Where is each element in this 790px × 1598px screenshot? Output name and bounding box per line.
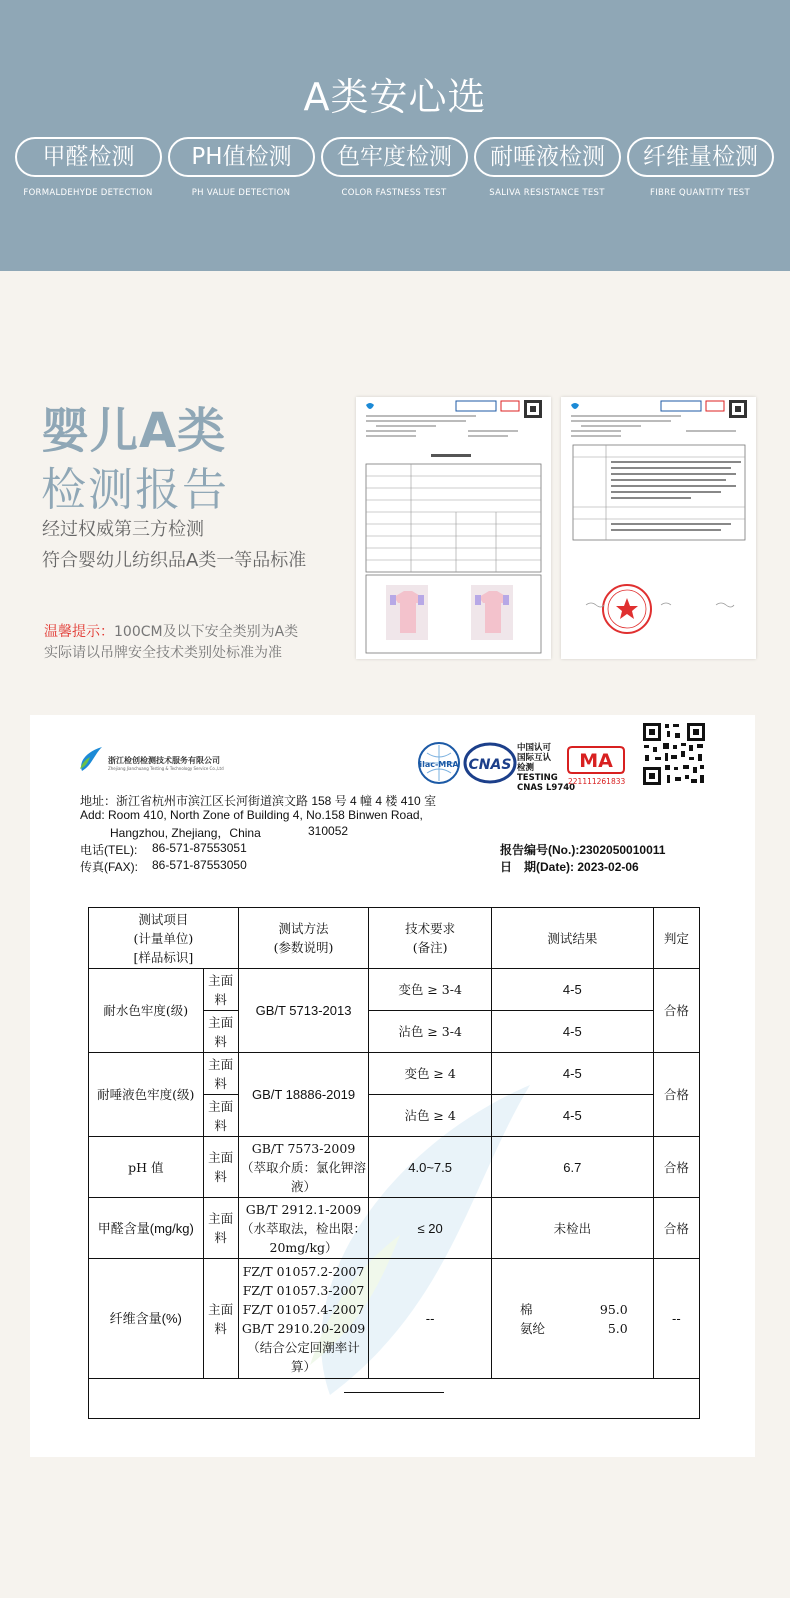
saliva-fastness-verdict: 合格: [653, 1053, 699, 1137]
fiber-item: 纤维含量(%): [89, 1259, 204, 1379]
table-row: [89, 1198, 700, 1259]
test-caption-ph: PH VALUE DETECTION: [191, 188, 291, 198]
saliva-fastness-method: GB/T 18886-2019: [238, 1053, 369, 1137]
table-header-row: [89, 908, 700, 969]
table-row: [89, 1137, 700, 1198]
sample-label: 主面料: [203, 1053, 238, 1095]
header-test-item: [89, 908, 239, 969]
report-number: [500, 841, 665, 858]
header-req-line2: (备注): [412, 940, 448, 955]
fiber-method-4: GB/T 2910.20-2009: [241, 1320, 366, 1336]
fiber-method: [238, 1259, 369, 1379]
ph-method-standard: GB/T 7573-2009: [251, 1140, 356, 1156]
saliva-fastness-item: 耐唾液色牢度(级): [89, 1053, 204, 1137]
intro-tip-line2: 实际请以吊牌安全技术类别处标准为准: [44, 645, 282, 661]
test-pill-formaldehyde: 甲醛检测: [15, 137, 162, 177]
formaldehyde-result: 未检出: [491, 1198, 653, 1259]
water-fastness-verdict: 合格: [653, 969, 699, 1053]
test-results-table: [88, 907, 700, 1419]
cma-logo-icon: [566, 743, 626, 777]
sample-label: 主面料: [203, 1198, 238, 1259]
spandex-label: 氨纶: [519, 1320, 545, 1336]
header-test-method: [238, 908, 369, 969]
test-caption-formaldehyde: FORMALDEHYDE DETECTION: [23, 188, 153, 198]
address-en-line1: Add: Room 410, North Zone of Building 4, No.158 Binwen Road,: [80, 808, 423, 822]
sample-label: 主面料: [203, 1011, 238, 1053]
formaldehyde-item: 甲醛含量(mg/kg): [89, 1198, 204, 1259]
test-pill-fibre: 纤维量检测: [627, 137, 774, 177]
qr-code-icon[interactable]: [641, 721, 707, 787]
water-stain-requirement: 沾色 ≥ 3-4: [369, 1011, 492, 1053]
ph-method-note: （萃取介质：氯化钾溶液）: [241, 1159, 367, 1194]
report-number-label: 报告编号(No.):: [500, 843, 580, 857]
header-requirement: [369, 908, 492, 969]
table-row: [89, 1259, 700, 1379]
tel-number: 86-571-87553051: [152, 841, 247, 855]
cnas-no: CNAS L9740: [517, 783, 576, 793]
ph-result: 6.7: [491, 1137, 653, 1198]
company-logo-icon: [76, 745, 104, 773]
company-name-en: Zhejiang Jianchuang Testing & Technology Service Co.,Ltd: [108, 766, 224, 771]
report-thumbnail-page1[interactable]: [356, 397, 551, 659]
header-item-line1: 测试项目: [138, 911, 189, 927]
ilac-mra-logo-icon: [417, 741, 461, 785]
report-date-label: 日 期(Date):: [500, 860, 574, 874]
table-row: [89, 969, 700, 1011]
table-end-row: [89, 1379, 700, 1419]
cotton-label: 棉: [519, 1301, 533, 1317]
fiber-result: [491, 1259, 653, 1379]
formaldehyde-requirement: ≤ 20: [369, 1198, 492, 1259]
header-method-line2: (参数说明): [273, 940, 334, 955]
formaldehyde-method-standard: GB/T 2912.1-2009: [245, 1201, 362, 1217]
address-cn: 地址：浙江省杭州市滨江区长河街道滨文路 158 号 4 幢 4 楼 410 室: [80, 794, 437, 808]
saliva-change-requirement: 变色 ≥ 4: [369, 1053, 492, 1095]
water-stain-result: 4-5: [491, 1011, 653, 1053]
fiber-cotton: [492, 1300, 653, 1319]
report-thumbnail-page2[interactable]: [561, 397, 756, 659]
fiber-method-1: FZ/T 01057.2-2007: [242, 1263, 365, 1279]
fiber-spandex: [492, 1319, 653, 1338]
cotton-value: 95.0: [599, 1301, 628, 1317]
intro-tip-line1: [44, 621, 298, 641]
header-req-line1: 技术要求: [405, 921, 456, 936]
formaldehyde-method-note: （水萃取法，检出限：20mg/kg）: [241, 1220, 367, 1255]
intro-title-line1: 婴儿A类: [41, 403, 227, 459]
report-thumbnail-page1-graphic: [356, 397, 551, 659]
fiber-verdict: --: [653, 1259, 699, 1379]
hero-banner: [0, 0, 790, 271]
test-caption-color-fastness: COLOR FASTNESS TEST: [341, 188, 447, 198]
end-line-divider: [344, 1392, 444, 1393]
intro-desc-line1: 经过权威第三方检测: [42, 519, 204, 540]
cnas-cn1: 中国认可: [517, 743, 552, 753]
test-report-document: [30, 715, 755, 1457]
saliva-stain-requirement: 沾色 ≥ 4: [369, 1095, 492, 1137]
report-number-value: 2302050010011: [579, 843, 666, 857]
ph-method: [238, 1137, 369, 1198]
water-fastness-method: GB/T 5713-2013: [238, 969, 369, 1053]
formaldehyde-verdict: 合格: [653, 1198, 699, 1259]
header-method-line1: 测试方法: [278, 921, 329, 936]
formaldehyde-method: [238, 1198, 369, 1259]
saliva-stain-result: 4-5: [491, 1095, 653, 1137]
report-thumbnail-page2-graphic: [561, 397, 756, 659]
cnas-logo-icon: [463, 741, 517, 785]
water-change-result: 4-5: [491, 969, 653, 1011]
ilac-text: ilac-MRA: [419, 760, 459, 769]
report-date: [500, 858, 639, 875]
tip-text: 100CM及以下安全类别为A类: [114, 624, 299, 640]
ph-verdict: 合格: [653, 1137, 699, 1198]
report-date-value: 2023-02-06: [577, 860, 639, 874]
table-row: [89, 1053, 700, 1095]
fiber-requirement: --: [369, 1259, 492, 1379]
test-pill-ph: PH值检测: [168, 137, 315, 177]
water-fastness-item: 耐水色牢度(级): [89, 969, 204, 1053]
ph-requirement: 4.0~7.5: [369, 1137, 492, 1198]
fax-label: 传真(FAX):: [80, 860, 139, 874]
saliva-change-result: 4-5: [491, 1053, 653, 1095]
sample-label: 主面料: [203, 1259, 238, 1379]
intro-title-line2: 检测报告: [41, 463, 230, 516]
water-change-requirement: 变色 ≥ 3-4: [369, 969, 492, 1011]
cnas-text: CNAS: [468, 757, 512, 773]
test-caption-fibre: FIBRE QUANTITY TEST: [650, 188, 750, 198]
sample-label: 主面料: [203, 1095, 238, 1137]
cnas-cn2: 国际互认: [517, 753, 552, 763]
fiber-method-note: （结合公定回潮率计算）: [247, 1339, 360, 1374]
header-item-line3: [样品标识]: [133, 949, 194, 965]
ph-item: pH 值: [89, 1137, 204, 1198]
header-result: 测试结果: [491, 908, 653, 969]
test-caption-saliva: SALIVA RESISTANCE TEST: [489, 188, 605, 198]
fiber-method-3: FZ/T 01057.4-2007: [242, 1301, 365, 1317]
sample-label: 主面料: [203, 1137, 238, 1198]
address-en-line2: Hangzhou, Zhejiang，China: [110, 826, 261, 840]
cnas-en: TESTING: [517, 773, 558, 783]
end-of-table: [89, 1379, 700, 1419]
fiber-method-2: FZ/T 01057.3-2007: [242, 1282, 365, 1298]
hero-title: A类安心选: [303, 75, 487, 119]
tel-label: 电话(TEL):: [80, 843, 138, 857]
test-pill-saliva: 耐唾液检测: [474, 137, 621, 177]
header-item-line2: (计量单位): [133, 930, 194, 946]
header-verdict: 判定: [653, 908, 699, 969]
tip-label: 温馨提示：: [44, 624, 114, 640]
sample-label: 主面料: [203, 969, 238, 1011]
fax-number: 86-571-87553050: [152, 858, 247, 872]
cma-number: 221111261833: [568, 777, 626, 786]
spandex-value: 5.0: [607, 1320, 628, 1336]
cma-text: MA: [579, 750, 613, 772]
intro-desc-line2: 符合婴幼儿纺织品A类一等品标准: [42, 550, 307, 571]
company-name: 浙江检创检测技术服务有限公司: [108, 756, 220, 765]
cnas-cn3: 检测: [517, 763, 535, 773]
postcode: 310052: [308, 824, 349, 838]
test-pill-color-fastness: 色牢度检测: [321, 137, 468, 177]
